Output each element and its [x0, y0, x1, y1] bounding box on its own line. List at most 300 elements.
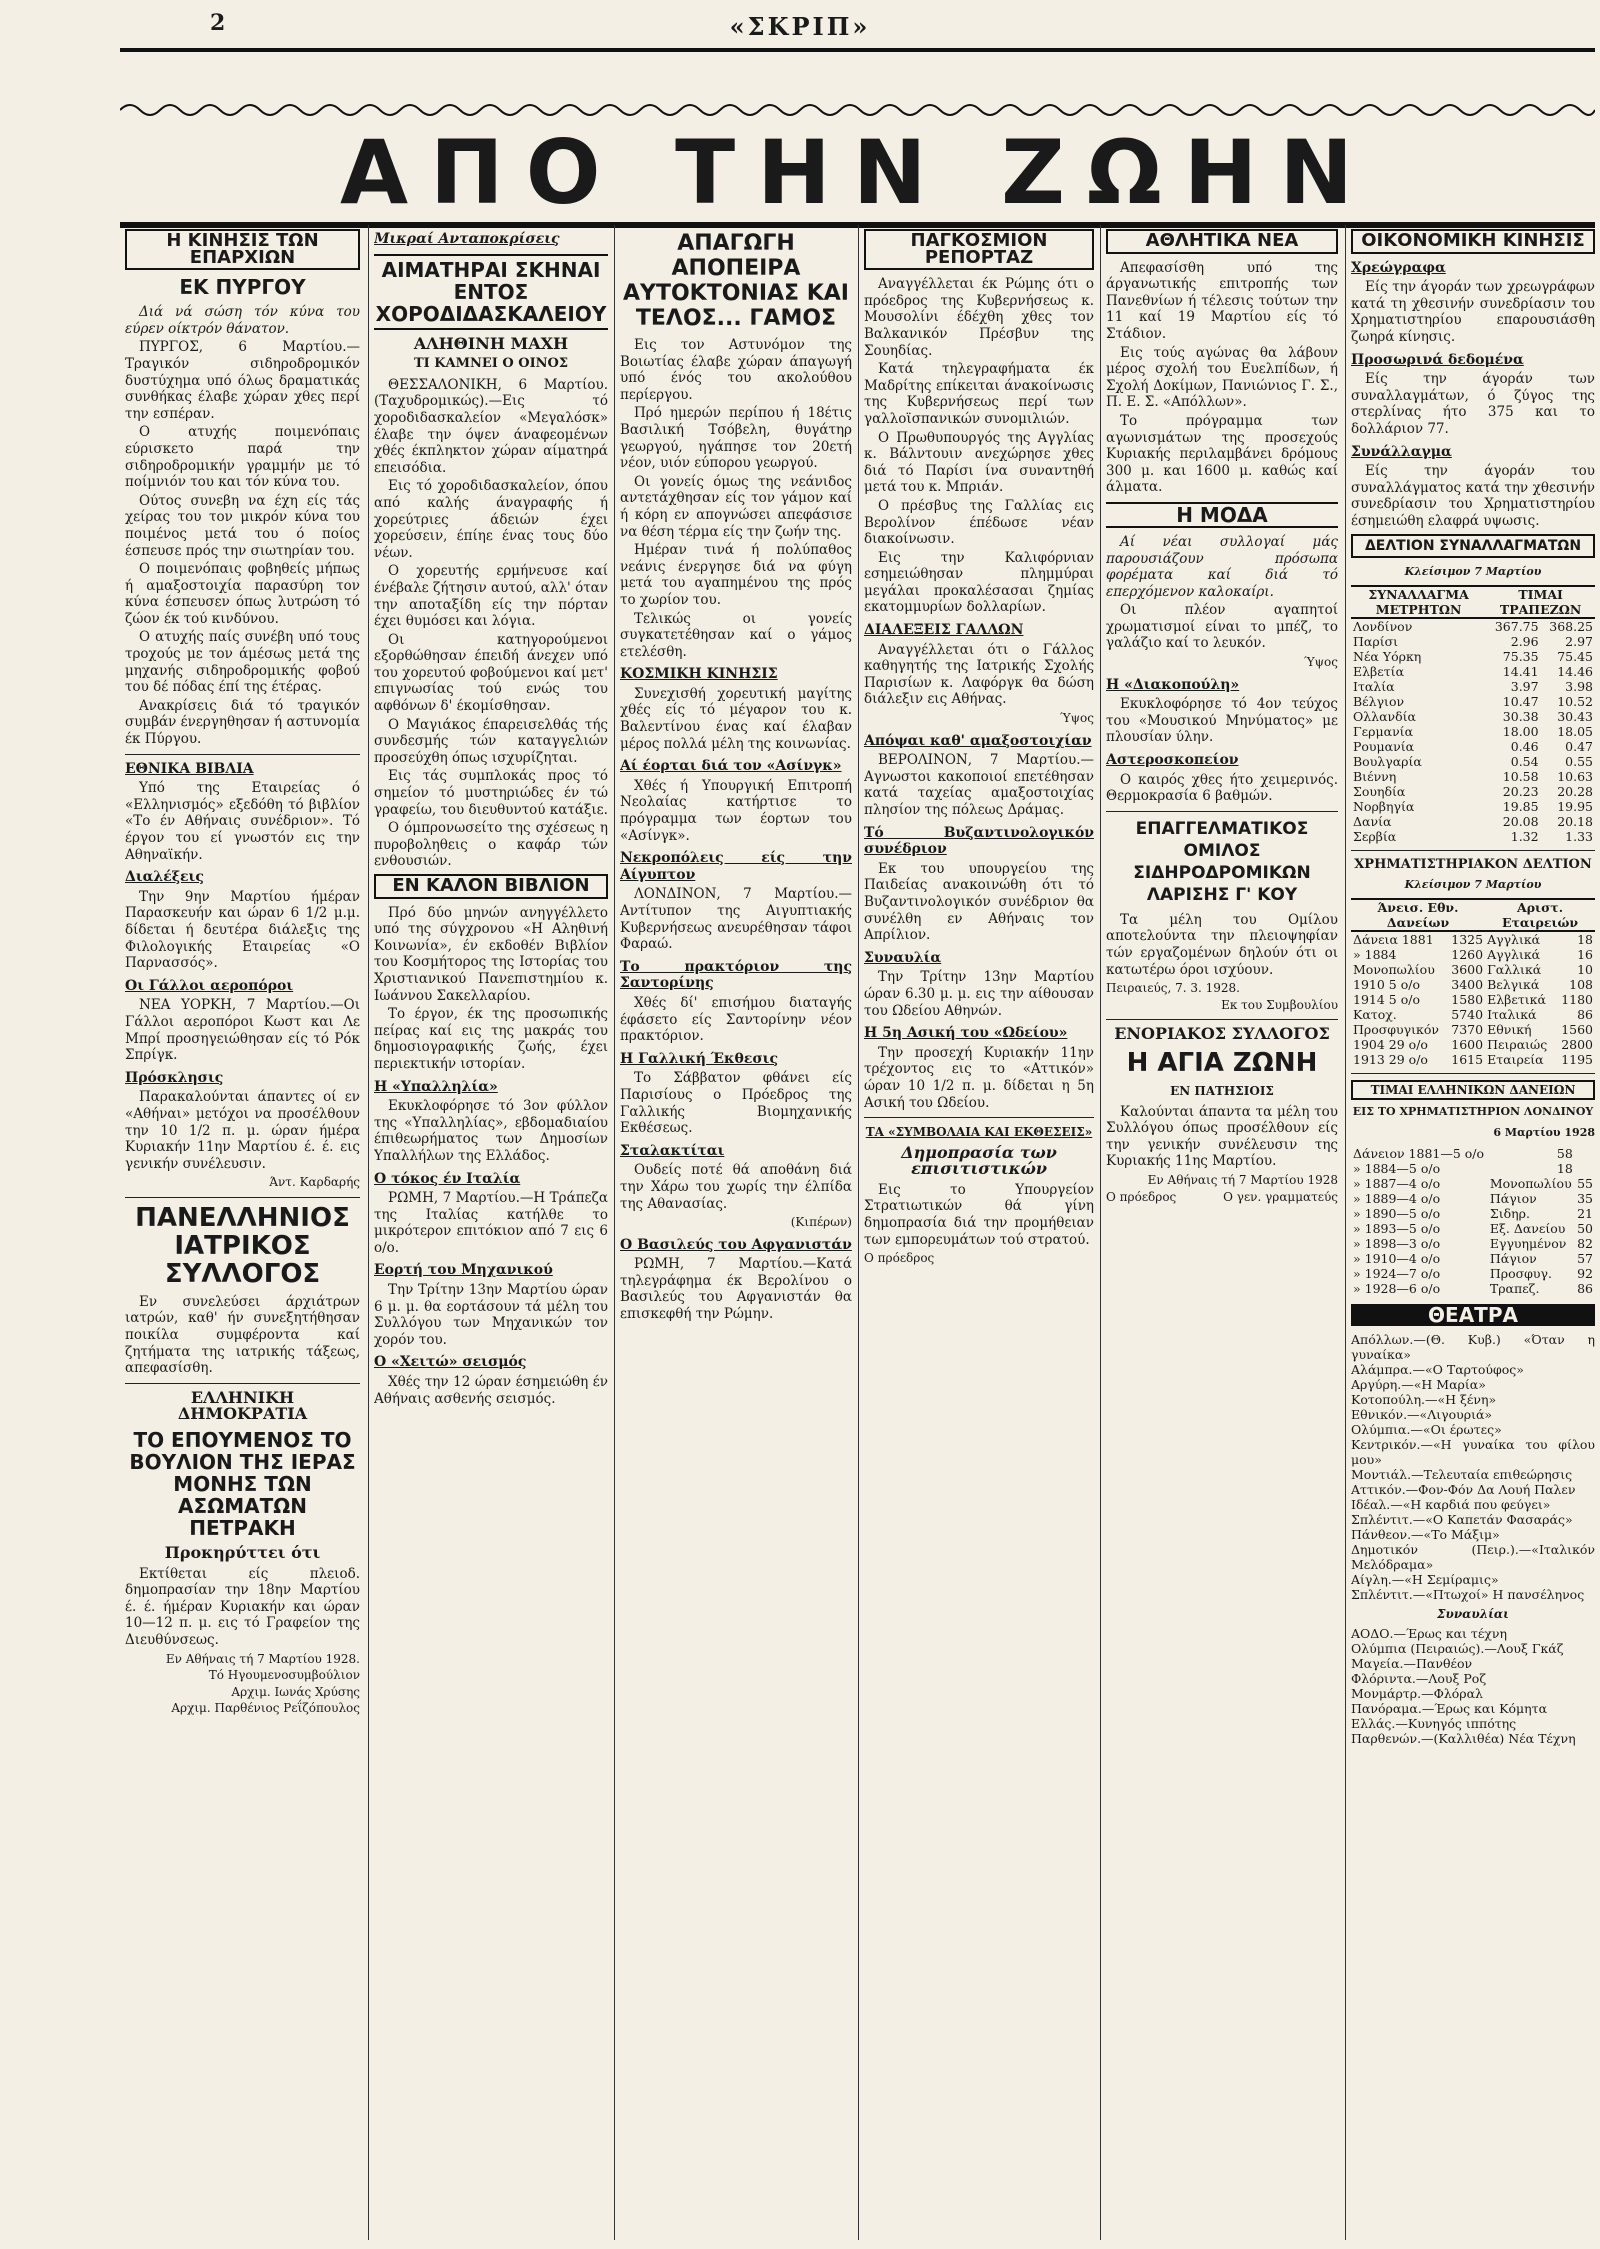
- signature: Αρχιμ. Ιωνάς Χρύσης: [231, 1684, 360, 1699]
- table-cell: 5740: [1451, 1006, 1484, 1022]
- table-cell: 1195: [1561, 1051, 1593, 1067]
- table-cell: Εξ. Δανείου: [1489, 1220, 1566, 1236]
- table-cell: » 1884—5 ο/ο: [1353, 1160, 1441, 1176]
- subsection-title: Διαλέξεις: [125, 869, 204, 886]
- table-cell: 3.98: [1565, 678, 1593, 694]
- paragraph: Πρό δύο μηνών ανηγγέλλετο υπό της σύγχρονου «Η Αληθινή Κοινωνία», έν εκδοθέν Βιβλίον του Κοσμήτορος της Ιστορίας του Χριστιανικού Πανεπιστημίου κ. Ιωάννου Σακελλαρίου.: [374, 904, 608, 1004]
- table-cell: » 1890—5 ο/ο: [1353, 1205, 1441, 1221]
- signature: Ύψος: [1059, 711, 1094, 726]
- paragraph: ΘΕΣΣΑΛΟΝΙΚΗ, 6 Μαρτίου. (Ταχυδρομικώς).—Εις τό χοροδιδασκαλείον «Μεγαλόσκ» έλαβε την όψεν άναφεομένων χθές έκπληκτον χώραν αίματηρά επεισόδια.: [374, 376, 608, 476]
- paragraph: ΠΥΡΓΟΣ, 6 Μαρτίου.—Τραγικόν σιδηροδρομικόν δυστύχημα υπό όλως δραματικάς συνθήκας έλαβε χώραν χθες περί την εσπέραν.: [125, 339, 360, 422]
- table-cell: Πειραιώς: [1487, 1036, 1548, 1052]
- table-cell: Δάνεια 1881: [1353, 931, 1434, 947]
- banner-title: ΑΠΟ ΤΗΝ ΖΩΗΝ: [339, 121, 1376, 224]
- notice-subtitle: Προκηρύττει ότι: [164, 1543, 321, 1563]
- paragraph: Εκτίθεται είς πλειοδ. δημοπρασίαν την 18ην Μαρτίου έ. έ. ήμέραν Κυριακήν και ώραν 10—12 π. μ. εις τό Γραφείον της Διευθύνσεως.: [125, 1565, 360, 1648]
- column-correspondence: [374, 225, 608, 2240]
- table-cell: 86: [1577, 1006, 1593, 1022]
- table-cell: 1910 5 ο/ο: [1353, 976, 1420, 992]
- table-row: [1351, 679, 1595, 694]
- column-rule: [858, 225, 859, 2240]
- notice-date: Πειραιεύς, 7. 3. 1928.: [1106, 981, 1240, 996]
- divider: [125, 754, 360, 755]
- table-cell: Πάγιον: [1489, 1250, 1537, 1266]
- paragraph: Πρό ημερών περίπου ή 18έτις Βασιλική Τσόβελη, θυγάτηρ γεωργού, ηγάπησε τον 20ετή νέον, υιόν εύπορου γεωργού.: [620, 405, 852, 472]
- table-cell: Προσφυγ.: [1489, 1265, 1552, 1281]
- table-cell: 108: [1569, 976, 1593, 992]
- notice-date: Εν Αθήναις τή 7 Μαρτίου 1928: [1147, 1172, 1338, 1187]
- paragraph: Το έργον, έκ της προσωπικής πείρας καί εις της μακράς του δημοσιογραφικής ζωής, έχει περιεκτικήν ιστορίαν.: [374, 1006, 608, 1072]
- table-cell: 21: [1577, 1205, 1593, 1221]
- paragraph: Τελικώς οι γονείς συγκατετέθησαν καί ο γάμος ετελέσθη.: [620, 610, 852, 660]
- notice-header: ΕΛΛΗΝΙΚΗ ΔΗΜΟΚΡΑΤΙΑ: [177, 1387, 308, 1424]
- notice-title: ΤΟ ΕΠΟΥΜΕΝΟΣ ΤΟ ΒΟΥΛΙΟΝ ΤΗΣ ΙΕΡΑΣ ΜΟΝΗΣ ΤΩΝ ΑΣΩΜΑΤΩΝ ΠΕΤΡΑΚΗ: [129, 1428, 356, 1541]
- table-cell: Εγγυημένον: [1489, 1235, 1567, 1251]
- paragraph: Εις τάς συμπλοκάς προς τό σημείον τό μυστηριώδες έν τώ γραφείω, του διευθυντού κατάξιε.: [374, 768, 608, 818]
- subsection-title: ΕΘΝΙΚΑ ΒΙΒΛΙΑ: [125, 760, 254, 777]
- listing-item: Εθνικόν.—«Λιγουριά»: [1351, 1406, 1493, 1422]
- paragraph: Ο Μαγιάκος έπαρεισελθάς τής συνδεσμής τών καταγγελιών προσεύχθη όπως ισχυρίζηται.: [374, 716, 608, 766]
- table-cell: 1600: [1451, 1036, 1484, 1052]
- ornamental-border-top: [120, 100, 1595, 120]
- table-cell: » 1898—3 ο/ο: [1353, 1235, 1441, 1251]
- notice-title: Η ΑΓΙΑ ΖΩΝΗ: [1126, 1047, 1318, 1078]
- paragraph: Ουδείς ποτέ θά αποθάνη διά την Χάρω του χωρίς την έλπίδα της Αθανασίας.: [620, 1162, 852, 1212]
- table-cell: 1913 29 ο/ο: [1353, 1051, 1428, 1067]
- table-cell: 10.52: [1557, 693, 1593, 709]
- table-row: [1351, 724, 1595, 739]
- paragraph: ΛΟΝΔΙΝΟΝ, 7 Μαρτίου.—Αντίτυπον της Αιγυπτιακής Κυβερνήσεως ανευρέθησαν τάφοι Φαραώ.: [620, 886, 852, 953]
- column-sports: [1106, 225, 1338, 2240]
- table-date: 6 Μαρτίου 1928: [1493, 1126, 1595, 1140]
- table-cell: Εθνική: [1487, 1021, 1532, 1037]
- table-header-row: [1351, 899, 1595, 931]
- divider: [1351, 850, 1595, 851]
- table-cell: Ιταλικά: [1487, 1006, 1537, 1022]
- paragraph: Ημέραν τινά ή πολύπαθος νεάνις ένεργησε διά να φύγη μετά του αγαπημένου της πρός το χωρίον του.: [620, 542, 852, 608]
- listing-item: Κοτοπούλη.—«Η ξένη»: [1351, 1391, 1497, 1407]
- paragraph: ΒΕΡΟΛΙΝΟΝ, 7 Μαρτίου.—Αγνωστοι κακοποιοί επετέθησαν κατά ταχείας αμαξοστοιχίας πλησίον της πόλεως Δράμας.: [864, 752, 1094, 818]
- subsection-title: Τό Βυζαντινολογικόν συνέδριον: [864, 824, 1094, 858]
- paragraph: Αναγγέλλεται έκ Ρώμης ότι ο πρόεδρος της Κυβερνήσεως κ. Μουσολίνι έδέχθη χθες τον Βαλκανικόν Πρέσβυν της Σουηδίας.: [864, 276, 1094, 359]
- article-subhead: Διά νά σώση τόν κύνα του εύρεν οίκτρόν θάνατον.: [125, 304, 360, 337]
- listing-item: Σπλέντιτ.—«Ο Καπετάν Φασαράς»: [1351, 1511, 1573, 1527]
- table-cell: 0.55: [1565, 753, 1593, 769]
- listing-item: Δημοτικόν (Πειρ.).—«Ιταλικόν Μελόδραμα»: [1351, 1541, 1595, 1572]
- table-cell: 55: [1577, 1175, 1593, 1191]
- table-row: [1351, 814, 1595, 829]
- column-rule: [1345, 225, 1346, 2240]
- table-cell: 1180: [1561, 991, 1593, 1007]
- paragraph: Εις τό χοροδιδασκαλείον, όπου από καλής άναγραφής ή χορεύτριες άδειών έχει χορεύσειν, έπίηε ένας τους δύο νέων.: [374, 478, 608, 561]
- paragraph: Απεφασίσθη υπό της άργανωτικής επιτροπής των Πανεθνίων ή τέλεσις τούτων την 11 καί 19 Μαρτίου είς τό Στάδιον.: [1106, 259, 1338, 342]
- table-cell: 50: [1577, 1220, 1593, 1236]
- table-cell: Αγγλικά: [1487, 946, 1541, 962]
- table-row: [1351, 931, 1595, 947]
- stock-exchange-table: [1351, 898, 1595, 1067]
- table-cell: Τραπεζ.: [1489, 1280, 1540, 1296]
- listing-item: Πανόραμα.—Έρως και Κόμητα: [1351, 1701, 1548, 1717]
- table-cell: 16: [1577, 946, 1593, 962]
- table-row: [1351, 962, 1595, 977]
- paragraph: Καλούνται άπαντα τα μέλη του Συλλόγου όπως προσέλθουν είς την γενικήν συνέλευσιν της Κυριακής 11ης Μαρτίου.: [1106, 1103, 1338, 1170]
- subsection-title: Συναυλία: [864, 949, 942, 966]
- column-provinces: [125, 225, 360, 2240]
- listing-item: Κεντρικόν.—«Η γυναίκα του φίλου μου»: [1351, 1436, 1595, 1467]
- paragraph: Ο χορευτής ερμήνευσε καί ένέβαλε ζήτησιν αυτού, αλλ' όταν την αποταξίδη είς την πόρταν έχει θυμόσει και λόγια.: [374, 563, 608, 630]
- table-header: Άνεισ. Εθν. Δανείων: [1377, 899, 1459, 930]
- signature: Ο πρόεδρος: [864, 1251, 935, 1266]
- paragraph: Οι γονείς όμως της νεάνιδος αντετάχθησαν είς τον γάμον καί ή κόρη εν απογνώσει απεφάσισε να θέση τέρμα είς την ζωήν της.: [620, 473, 852, 540]
- paragraph: Ο καιρός χθες ήτο χειμερινός. Θερμοκρασία 6 βαθμών.: [1106, 771, 1338, 805]
- article-headline: ΕΚ ΠΥΡΓΟΥ: [179, 275, 306, 300]
- subsection-title: Σταλακτίται: [620, 1142, 725, 1159]
- table-row: [1351, 1206, 1595, 1221]
- subsection-title: Πρόσκλησις: [125, 1069, 224, 1086]
- table-cell: 1.32: [1510, 828, 1539, 844]
- table-cell: Λονδίνον: [1353, 618, 1413, 634]
- divider: [864, 1117, 1094, 1118]
- table-cell: 2.96: [1510, 633, 1539, 649]
- paragraph: Εν συνελεύσει άρχιάτρων ιατρών, καθ' ήν συνεξητήθησαν ποικίλα συμφέροντα καί ζητήματα της ιατρικής τάξεως, απεφασίσθη.: [125, 1293, 360, 1377]
- table-subtitle: Κλείσιμον 7 Μαρτίου: [1404, 878, 1542, 892]
- listing-item: Σπλέντιτ.—«Πτωχοί» Η πανσέληνος: [1351, 1586, 1585, 1602]
- table-cell: 2800: [1561, 1036, 1593, 1052]
- section-title: ΠΑΓΚΟΣΜΙΟΝ ΡΕΠΟΡΤΑΖ: [864, 229, 1094, 270]
- table-cell: » 1884: [1353, 946, 1397, 962]
- table-row: [1351, 1146, 1595, 1161]
- table-title: ΔΕΛΤΙΟΝ ΣΥΝΑΛΛΑΓΜΑΤΩΝ: [1351, 534, 1595, 559]
- table-cell: 1260: [1451, 946, 1484, 962]
- table-cell: Γαλλικά: [1487, 961, 1542, 977]
- listing-item: Μοντιάλ.—Τελευταία επιθεώρησις: [1351, 1466, 1573, 1482]
- table-cell: 30.43: [1557, 708, 1593, 724]
- section-title: ΑΘΛΗΤΙΚΑ ΝΕΑ: [1106, 229, 1338, 254]
- table-cell: 20.18: [1557, 813, 1593, 829]
- paragraph: Χθές δί' επισήμου διαταγής έφάσετο είς Σαντορίνην νέον πρακτόριον.: [620, 994, 852, 1045]
- paragraph: Ο ατυχής ποιμενόπαις εύρισκετο παρά την σιδηροδρομικήν γραμμήν με τό ποίμνιόν του και τόν κύνα του.: [125, 424, 360, 491]
- table-cell: Νέα Υόρκη: [1353, 648, 1422, 664]
- divider: [125, 1383, 360, 1384]
- subsection-title: Εορτή του Μηχανικού: [374, 1262, 553, 1279]
- table-row: [1351, 634, 1595, 649]
- subsection-title: Αστεροσκοπείον: [1106, 752, 1239, 769]
- table-cell: Βελγικά: [1487, 976, 1540, 992]
- paragraph: ΡΩΜΗ, 7 Μαρτίου.—Η Τράπεζα της Ιταλίας κατήλθε το μικρότερον επιτόκιον από 7 εις 6 ο/ο.: [374, 1190, 608, 1256]
- article-headline: Η ΜΟΔΑ: [1106, 502, 1338, 528]
- table-row: [1351, 1281, 1595, 1296]
- table-cell: 367.75: [1494, 618, 1539, 634]
- table-row: [1351, 977, 1595, 992]
- table-cell: 7370: [1451, 1021, 1484, 1037]
- theatre-listings: [1351, 1332, 1595, 1602]
- table-cell: Σουηδία: [1353, 783, 1406, 799]
- table-cell: 18: [1556, 1160, 1573, 1176]
- subsection-title: ΚΟΣΜΙΚΗ ΚΙΝΗΣΙΣ: [620, 666, 778, 683]
- listing-item: Μονμάρτρ.—Φλόραλ: [1351, 1686, 1483, 1702]
- column-rule: [368, 225, 369, 2240]
- table-cell: 1580: [1451, 991, 1484, 1007]
- greek-bonds-table: [1351, 1146, 1595, 1296]
- table-cell: 0.47: [1565, 738, 1593, 754]
- table-title: ΧΡΗΜΑΤΙΣΤΗΡΙΑΚΟΝ ΔΕΛΤΙΟΝ: [1354, 856, 1592, 872]
- paragraph: Ο όμπρονωσείτο της σχέσεως η πυροβοληθεις ο καφάρ τών ενθουσιών.: [374, 820, 608, 870]
- table-row: [1351, 1236, 1595, 1251]
- paragraph: Οι πλέον αγαπητοί χρωματισμοί είναι το μπέζ, το γαλάζιο καί το λευκόν.: [1106, 602, 1338, 652]
- table-row: [1351, 1251, 1595, 1266]
- table-cell: 57: [1577, 1250, 1593, 1266]
- listing-item: Αίγλη.—«Η Σεμίραμις»: [1351, 1571, 1499, 1587]
- boxed-headline: ΕΝ ΚΑΛΟΝ ΒΙΒΛΙΟΝ: [374, 874, 608, 899]
- section-title: ΘΕΑΤΡΑ: [1351, 1304, 1595, 1326]
- signature: Αρχιμ. Παρθένιος Ρεΐζόπουλος: [171, 1701, 360, 1716]
- subsection-title: Το πρακτόριον της Σαντορίνης: [620, 958, 852, 992]
- table-cell: 0.46: [1510, 738, 1539, 754]
- listing-item: Ολύμπια (Πειραιώς).—Λουξ Γκάζ: [1351, 1641, 1564, 1657]
- table-cell: 14.41: [1502, 663, 1539, 679]
- table-cell: Δανία: [1353, 813, 1392, 829]
- table-cell: 368.25: [1549, 618, 1593, 634]
- table-cell: Μονοπωλίου: [1353, 961, 1435, 977]
- table-cell: Δάνειον 1881—5 ο/ο: [1353, 1145, 1485, 1161]
- table-title: ΤΙΜΑΙ ΕΛΛΗΝΙΚΩΝ ΔΑΝΕΙΩΝ: [1351, 1080, 1595, 1101]
- section-title: Η ΚΙΝΗΣΙΣ ΤΩΝ ΕΠΑΡΧΙΩΝ: [125, 229, 360, 270]
- section-title: ΟΙΚΟΝΟΜΙΚΗ ΚΙΝΗΣΙΣ: [1351, 229, 1595, 254]
- table-row: [1351, 1266, 1595, 1281]
- folio-line: [0, 8, 1600, 41]
- table-row: [1351, 664, 1595, 679]
- paragraph: Εκυκλοφόρησε τό 4ον τεύχος του «Μουσικού Μηνύματος» με πλουσίαν ύλην.: [1106, 696, 1338, 746]
- listing-item: Παρθενών.—(Καλλιθέα) Νέα Τέχνη: [1351, 1731, 1576, 1747]
- paragraph: Ο Πρωθυπουργός της Αγγλίας κ. Βάλντουιν ανεχώρησε χθες διά τό Παρίσι ίνα συναντηθή μετά του κ. Μπριάν.: [864, 429, 1094, 496]
- paragraph: Το Σάββατον φθάνει είς Παρισίους ο Πρόεδρος της Γαλλικής Βιομηχανικής Εκθέσεως.: [620, 1070, 852, 1137]
- subsection-title: Προσωρινά δεδομένα: [1351, 351, 1524, 368]
- divider: [125, 1197, 360, 1198]
- column-rule: [1100, 225, 1101, 2240]
- subsection-title: Η «Υπαλληλία»: [374, 1078, 498, 1095]
- paragraph: Εκυκλοφόρησε τό 3ον φύλλον της «Υπαλληλίας», εβδομαδιαίου έπιθεωρήματος των Δημοσίων Υπαλλήλων της Ελλάδος.: [374, 1098, 608, 1164]
- notice-date: Εν Αθήναις τή 7 Μαρτίου 1928.: [165, 1651, 360, 1666]
- column-economy: [1351, 225, 1595, 2240]
- table-row: [1351, 618, 1595, 634]
- article-subhead: ΑΛΗΘΙΝΗ ΜΑΧΗ: [413, 333, 569, 353]
- subsection-title: Ο Βασιλεύς του Αφγανιστάν: [620, 1236, 852, 1253]
- table-row: [1351, 1007, 1595, 1022]
- paragraph: Αί νέαι συλλογαί μάς παρουσιάζουν πρόσωπα φορέματα καί διά τό επερχόμενον καλοκαίρι.: [1106, 533, 1338, 600]
- notice-header: ΕΝΟΡΙΑΚΟΣ ΣΥΛΛΟΓΟΣ: [1114, 1024, 1330, 1044]
- paragraph: Παρακαλούνται άπαντες οί εν «Αθήναι» μετόχοι να προσέλθουν την 10 1/2 π. μ. ώραν ήμέρα Κυριακήν 11ην Μαρτίου έ. έ. εις γενικήν συνέλευσιν.: [125, 1089, 360, 1172]
- concert-listings: [1351, 1626, 1595, 1746]
- listing-item: Αργύρη.—«Η Μαρία»: [1351, 1376, 1486, 1392]
- table-row: [1351, 739, 1595, 754]
- paragraph: Την Τρίτην 13ην Μαρτίου ώραν 6.30 μ. μ. εις την αίθουσαν του Ωδείου Αθηνών.: [864, 969, 1094, 1019]
- paragraph: Την Τρίτην 13ην Μαρτίου ώραν 6 μ. μ. θα εορτάσουν τά μέλη του Συλλόγου των Μηχανικών τον χορόν του.: [374, 1282, 608, 1348]
- table-cell: Σιδηρ.: [1489, 1205, 1530, 1221]
- table-cell: Βέλγιον: [1353, 693, 1405, 709]
- page-number: 2: [210, 10, 226, 36]
- table-cell: Ιταλία: [1353, 678, 1395, 694]
- section-banner: [120, 121, 1595, 224]
- listing-item: Φλόριντα.—Λουξ Ροζ: [1351, 1671, 1487, 1687]
- table-row: [1351, 1191, 1595, 1206]
- table-subtitle: Κλείσιμον 7 Μαρτίου: [1404, 565, 1542, 579]
- paragraph: Κατά τηλεγραφήματα έκ Μαδρίτης επίκειται άνακοίνωσις της Κυβερνήσεως περί των γαλλοϊσπανικών συνομιλιών.: [864, 361, 1094, 427]
- signature: Ο γεν. γραμματεύς: [1223, 1189, 1338, 1204]
- listing-item: Απόλλων.—(Θ. Κυβ.) «Όταν η γυναίκα»: [1351, 1331, 1595, 1362]
- table-cell: » 1928—6 ο/ο: [1353, 1280, 1441, 1296]
- listing-item: Μαγεία.—Πανθέον: [1351, 1656, 1473, 1672]
- table-row: [1351, 694, 1595, 709]
- article-headline: ΑΠΑΓΩΓΗ ΑΠΟΠΕΙΡΑ ΑΥΤΟΚΤΟΝΙΑΣ ΚΑΙ ΤΕΛΟΣ... ΓΑΜΟΣ: [623, 231, 849, 331]
- table-cell: Μονοπωλίου: [1489, 1175, 1572, 1191]
- table-header: ΣΥΝΑΛΛΑΓΜΑ ΜΕΤΡΗΤΩΝ: [1368, 586, 1469, 617]
- listing-item: ΑΟΔΟ.—Έρως και τέχνη: [1351, 1626, 1507, 1642]
- listing-item: Αττικόν.—Φον-Φόν Δα Λουή Παλεν: [1351, 1481, 1576, 1497]
- table-cell: 18.00: [1502, 723, 1539, 739]
- table-row: [1351, 799, 1595, 814]
- table-row: [1351, 1176, 1595, 1191]
- article-subsubhead: ΤΙ ΚΑΜΝΕΙ Ο ΟΙΝΟΣ: [413, 356, 569, 372]
- subsection-title: Η Γαλλική Έκθεσις: [620, 1050, 778, 1067]
- table-cell: 1325: [1451, 931, 1484, 947]
- signature: Τό Ηγουμενοσυμβούλιον: [208, 1668, 360, 1683]
- table-cell: 14.46: [1557, 663, 1593, 679]
- table-cell: 86: [1577, 1280, 1593, 1296]
- paragraph: Είς την άγοράν των συναλλαγμάτων, ό ζύγος της στερλίνας ήτο 375 και το δολλάριον 77.: [1351, 371, 1595, 437]
- table-row: [1351, 992, 1595, 1007]
- paragraph: Χθές ή Υπουργική Επιτροπή Νεολαίας κατήρτισε το πρόγραμμα των έορτων του «Ασίνγκ».: [620, 777, 852, 844]
- table-cell: 75.35: [1502, 648, 1539, 664]
- paragraph: Ούτος συνεβη να έχη είς τάς χείρας του τον μικρόν κύνα του ποιμένος μετά του ό ποίος έσπευσε πρός την σιωτηρίαν του.: [125, 492, 360, 559]
- paragraph: Τα μέλη του Ομίλου αποτελούντα την πλειοψηφίαν τών εργαζομένων δηλούν ότι οι κατωτέρω όροι ισχύουν.: [1106, 911, 1338, 978]
- paragraph: Εις τούς αγώνας θα λάβουν μέρος σχολή του Ευελπίδων, ή Σχολή Δοκίμων, Πανιώνιος Γ. Σ., Π. Ε. Σ. «Απόλλων».: [1106, 344, 1338, 411]
- table-header-row: [1351, 586, 1595, 618]
- subsection-title: Απόψαι καθ' αμαξοστοιχίαν: [864, 732, 1092, 749]
- table-cell: Εταιρεία: [1487, 1051, 1544, 1067]
- listing-item: Ιδέαλ.—«Η καρδιά που φεύγει»: [1351, 1496, 1551, 1512]
- column-rule: [614, 225, 615, 2240]
- table-cell: 19.95: [1557, 798, 1593, 814]
- signature-row: [1106, 1189, 1338, 1206]
- table-cell: 1615: [1451, 1051, 1484, 1067]
- paragraph: ΡΩΜΗ, 7 Μαρτίου.—Κατά τηλεγράφημα έκ Βερολίνου ο Βασιλεύς του Αφγανιστάν θα επισκεφθή την Ρώμην.: [620, 1256, 852, 1323]
- article-headline: ΑΙΜΑΤΗΡΑΙ ΣΚΗΝΑΙ ΕΝΤΟΣ ΧΟΡΟΔΙΔΑΣΚΑΛΕΙΟΥ: [374, 254, 608, 330]
- table-row: [1351, 784, 1595, 799]
- subsection-title: Η 5η Ασική του «Ωδείου»: [864, 1025, 1068, 1042]
- paragraph: Ο ατυχής παίς συνέβη υπό τους τροχούς με τον άμέσως μετά της μηχανής σιδηροδρομικής φοβού του δέ πόδας έπί της έτέρας.: [125, 629, 360, 696]
- divider: [1106, 811, 1338, 812]
- divider: [1351, 1073, 1595, 1074]
- paragraph: Την 9ην Μαρτίου ήμέραν Παρασκευήν και ώραν 6 1/2 μ.μ. δίδεται ή δευτέρα διάλεξις της Φιλολογικής Εταιρείας «Ο Παρνασσός».: [125, 888, 360, 972]
- table-cell: 10.63: [1557, 768, 1593, 784]
- paragraph: Ανακρίσεις διά τό τραγικόν συμβάν ένεργηθησαν ή αστυνομία έκ Πύργου.: [125, 697, 360, 748]
- paragraph: Το πρόγραμμα των αγωνισμάτων της προσεχούς Κυριακής περιλαμβάνει δρόμους 300 μ. και 1600 μ. καθώς καί άλματα.: [1106, 412, 1338, 496]
- notice-subtitle: Δημοπρασία των επισιτιστικών: [901, 1142, 1057, 1179]
- table-cell: 20.28: [1557, 783, 1593, 799]
- signature: Ύψος: [1303, 655, 1338, 670]
- paragraph: Εκ του υπουργείου της Παιδείας ανακοινώθη ότι τό Βυζαντινολογικόν συνέδριον θα συνέλθη εν Αθήναις τον Απρίλιον.: [864, 860, 1094, 944]
- table-cell: 20.23: [1502, 783, 1539, 799]
- table-cell: Ολλανδία: [1353, 708, 1417, 724]
- table-cell: 0.54: [1510, 753, 1539, 769]
- divider: [1106, 1019, 1338, 1020]
- table-cell: » 1893—5 ο/ο: [1353, 1220, 1441, 1236]
- table-row: [1351, 1037, 1595, 1052]
- signature: Εκ του Συμβουλίου: [1221, 997, 1338, 1012]
- paragraph: Εις τον Αστυνόμον της Βοιωτίας έλαβε χώραν άπαγωγή υπό ένός του ακολούθου περίεργου.: [620, 337, 852, 403]
- subsection-title: Νεκροπόλεις είς την Αίγυπτον: [620, 850, 852, 883]
- table-row: [1351, 1022, 1595, 1037]
- subsection-title: Συνάλλαγμα: [1351, 443, 1452, 460]
- table-cell: Γερμανία: [1353, 723, 1414, 739]
- table-cell: » 1887—4 ο/ο: [1353, 1175, 1441, 1191]
- table-row: [1351, 754, 1595, 769]
- paragraph: Υπό της Εταιρείας ό «Ελληνισμός» εξεδόθη τό βιβλίον «Το έν Αθήναις συνέδριον». Τό έργον του εί γνωστόν εις την Αθηναϊκήν.: [125, 780, 360, 863]
- table-cell: 19.85: [1502, 798, 1539, 814]
- table-cell: Βιέννη: [1353, 768, 1397, 784]
- subsection-title: Ο «Χειτώ» σεισμός: [374, 1354, 527, 1371]
- paragraph: Αναγγέλλεται ότι ο Γάλλος καθηγητής της Ιατρικής Σχολής Παρισίων κ. Λαφόργκ θα δώση διάλεξιν εις Αθήνας.: [864, 641, 1094, 708]
- table-cell: 10: [1577, 961, 1593, 977]
- table-cell: 3.97: [1510, 678, 1539, 694]
- paragraph: Οι κατηγορούμενοι εξορθώθησαν έπειδή άνεχεν υπό του χορευτού φοβούμενοι καί μετ' επιγνωσίας τού ενώς του αφθόνων δ' έκομίσθησαν.: [374, 631, 608, 715]
- table-cell: 1914 5 ο/ο: [1353, 991, 1420, 1007]
- paragraph: Ο πρέσβυς της Γαλλίας εις Βερολίνον έπέδωσε νέαν διακοίνωσιν.: [864, 497, 1094, 548]
- listing-item: Πάνθεον.—«Το Μάξιμ»: [1351, 1526, 1500, 1542]
- notice-title: ΕΠΑΓΓΕΛΜΑΤΙΚΟΣ ΟΜΙΛΟΣ ΣΙΔΗΡΟΔΡΟΜΙΚΩΝ ΛΑΡΙΣΗΣ Γ' ΚΟΥ: [1133, 818, 1311, 905]
- table-cell: 75.45: [1557, 648, 1593, 664]
- paragraph: ΝΕΑ ΥΟΡΚΗ, 7 Μαρτίου.—Οι Γάλλοι αεροπόροι Κωστ και Λε Μπρί προσηγειώθησαν είς τό Ρόκ Σπρίγκ.: [125, 997, 360, 1064]
- subsection-title: Αί έορται διά τον «Ασίνγκ»: [620, 758, 842, 775]
- table-cell: Ελβετικά: [1487, 991, 1546, 1007]
- table-cell: 30.38: [1502, 708, 1539, 724]
- paragraph: Εις το Υπουργείον Στρατιωτικών θά γίνη δημοπρασία διά την προμήθειαν των εμπορευμάτων τού στρατού.: [864, 1181, 1094, 1248]
- listing-item: Ελλάς.—Κυνηγός ιππότης: [1351, 1716, 1517, 1732]
- table-cell: Κατοχ.: [1353, 1006, 1397, 1022]
- paragraph: Είς την άγοράν του συναλλάγματος κατά την χθεσινήν συνεδρίασιν του Χρηματιστηρίου έσημειώθη ελαφρά υψωσις.: [1351, 463, 1595, 529]
- table-cell: Βουλγαρία: [1353, 753, 1422, 769]
- table-header: ΤΙΜΑΙ ΤΡΑΠΕΖΩΝ: [1499, 586, 1582, 617]
- listing-item: Αλάμπρα.—«Ο Ταρτούφος»: [1351, 1361, 1524, 1377]
- table-cell: 2.97: [1565, 633, 1593, 649]
- table-cell: Νορβηγία: [1353, 798, 1415, 814]
- table-row: [1351, 1052, 1595, 1067]
- table-subtitle: ΕΙΣ ΤΟ ΧΡΗΜΑΤΙΣΤΗΡΙΟΝ ΛΟΝΔΙΝΟΥ: [1352, 1105, 1594, 1119]
- table-cell: 1904 29 ο/ο: [1353, 1036, 1428, 1052]
- table-cell: 58: [1556, 1145, 1573, 1161]
- table-row: [1351, 829, 1595, 844]
- table-cell: Προσφυγικόν: [1353, 1021, 1439, 1037]
- paragraph: Συνεχισθή χορευτική μαγίτης χθές είς τό μέγαρον του κ. Βαλεντίνου ένας καί έλαβαν μέρος πολλά μέλη της κοινωνίας.: [620, 685, 852, 752]
- table-cell: 20.08: [1502, 813, 1539, 829]
- notice-subtitle: ΕΝ ΠΑΤΗΣΙΟΙΣ: [1170, 1083, 1274, 1098]
- paragraph: Χθές την 12 ώραν έσημειώθη έν Αθήναις ασθενής σεισμός.: [374, 1374, 608, 1407]
- table-header: Αριστ. Εταιρειών: [1501, 899, 1579, 930]
- paragraph: Εις την Καλιφόρνιαν εσημειώθησαν πλημμύραι μεγάλαι προκαλέσασαι ζημίας εκατομμυρίων δολλαρίων.: [864, 549, 1094, 616]
- table-cell: 10.47: [1502, 693, 1539, 709]
- table-row: [1351, 709, 1595, 724]
- table-cell: 3600: [1451, 961, 1484, 977]
- subsection-title: Η «Διακοπούλη»: [1106, 676, 1240, 693]
- table-cell: Πάγιον: [1489, 1190, 1537, 1206]
- table-cell: 18: [1577, 931, 1593, 947]
- table-row: [1351, 649, 1595, 664]
- column-abduction: [620, 225, 852, 2240]
- notice-title: ΤΑ «ΣΥΜΒΟΛΑΙΑ ΚΑΙ ΕΚΘΕΣΕΙΣ»: [865, 1125, 1093, 1140]
- table-cell: 82: [1577, 1235, 1593, 1251]
- section-kicker: Μικραί Ανταποκρίσεις: [374, 231, 560, 247]
- table-cell: » 1924—7 ο/ο: [1353, 1265, 1441, 1281]
